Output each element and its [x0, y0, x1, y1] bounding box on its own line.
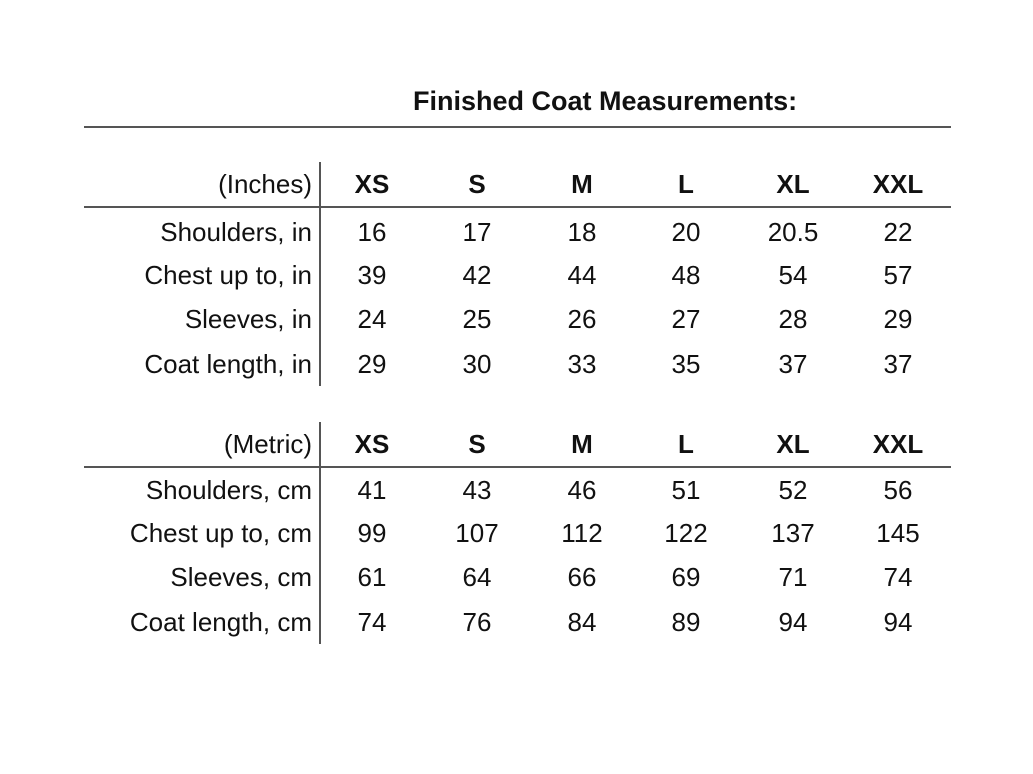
table-row	[0, 210, 1033, 254]
unit-label: (Metric)	[223, 429, 312, 459]
size-header-l: L	[678, 169, 694, 199]
table-cell: 122	[664, 518, 708, 548]
table-cell: 18	[567, 217, 597, 247]
row-label: Sleeves, cm	[170, 562, 312, 592]
size-header-xl: XL	[776, 169, 810, 199]
table-cell: 22	[883, 217, 913, 247]
table-row	[0, 600, 1033, 644]
row-label: Shoulders, cm	[145, 475, 312, 505]
table-cell: 39	[357, 260, 387, 290]
table-cell: 107	[455, 518, 499, 548]
table-cell: 41	[357, 475, 387, 505]
table-cell: 26	[567, 304, 597, 334]
table-cell: 51	[671, 475, 701, 505]
table-cell: 94	[778, 607, 808, 637]
table-row	[0, 511, 1033, 555]
table-cell: 137	[771, 518, 815, 548]
table-row	[0, 342, 1033, 386]
header-divider	[84, 206, 951, 208]
size-header-s: S	[468, 169, 486, 199]
table-cell: 56	[883, 475, 913, 505]
table-cell: 69	[671, 562, 701, 592]
table-cell: 94	[883, 607, 913, 637]
row-label: Shoulders, in	[160, 217, 312, 247]
table-cell: 64	[462, 562, 492, 592]
row-label: Chest up to, cm	[129, 518, 312, 548]
table-cell: 71	[778, 562, 808, 592]
table-cell: 24	[357, 304, 387, 334]
table-row	[0, 253, 1033, 297]
table-cell: 46	[567, 475, 597, 505]
row-label: Chest up to, in	[144, 260, 312, 290]
table-cell: 20.5	[767, 217, 819, 247]
title-divider	[84, 126, 951, 128]
table-cell: 29	[357, 349, 387, 379]
table-cell: 76	[462, 607, 492, 637]
table-cell: 25	[462, 304, 492, 334]
table-cell: 145	[876, 518, 920, 548]
table-cell: 44	[567, 260, 597, 290]
table-cell: 16	[357, 217, 387, 247]
unit-label: (Inches)	[218, 169, 312, 199]
table-row	[0, 555, 1033, 599]
table-header-row	[0, 422, 1033, 466]
table-cell: 37	[883, 349, 913, 379]
size-header-xs: XS	[354, 169, 390, 199]
table-header-row	[0, 162, 1033, 206]
table-cell: 29	[883, 304, 913, 334]
table-cell: 27	[671, 304, 701, 334]
size-header-m: M	[571, 169, 593, 199]
table-cell: 28	[778, 304, 808, 334]
table-cell: 48	[671, 260, 701, 290]
row-label: Coat length, cm	[129, 607, 312, 637]
table-cell: 33	[567, 349, 597, 379]
size-header-xs: XS	[354, 429, 390, 459]
table-cell: 42	[462, 260, 492, 290]
table-cell: 74	[883, 562, 913, 592]
size-header-s: S	[468, 429, 486, 459]
row-label: Sleeves, in	[184, 304, 312, 334]
size-header-xl: XL	[776, 429, 810, 459]
table-cell: 35	[671, 349, 701, 379]
table-cell: 57	[883, 260, 913, 290]
table-cell: 17	[462, 217, 492, 247]
size-header-xxl: XXL	[872, 429, 924, 459]
size-header-m: M	[571, 429, 593, 459]
table-cell: 89	[671, 607, 701, 637]
table-cell: 61	[357, 562, 387, 592]
table-cell: 43	[462, 475, 492, 505]
table-cell: 84	[567, 607, 597, 637]
page-title: Finished Coat Measurements:	[413, 86, 798, 116]
table-cell: 74	[357, 607, 387, 637]
table-cell: 66	[567, 562, 597, 592]
table-cell: 99	[357, 518, 387, 548]
row-label: Coat length, in	[144, 349, 312, 379]
table-cell: 52	[778, 475, 808, 505]
size-header-l: L	[678, 429, 694, 459]
size-header-xxl: XXL	[872, 169, 924, 199]
table-cell: 54	[778, 260, 808, 290]
table-cell: 37	[778, 349, 808, 379]
table-row	[0, 468, 1033, 512]
table-cell: 20	[671, 217, 701, 247]
table-cell: 112	[561, 518, 603, 548]
table-cell: 30	[462, 349, 492, 379]
table-row	[0, 297, 1033, 341]
